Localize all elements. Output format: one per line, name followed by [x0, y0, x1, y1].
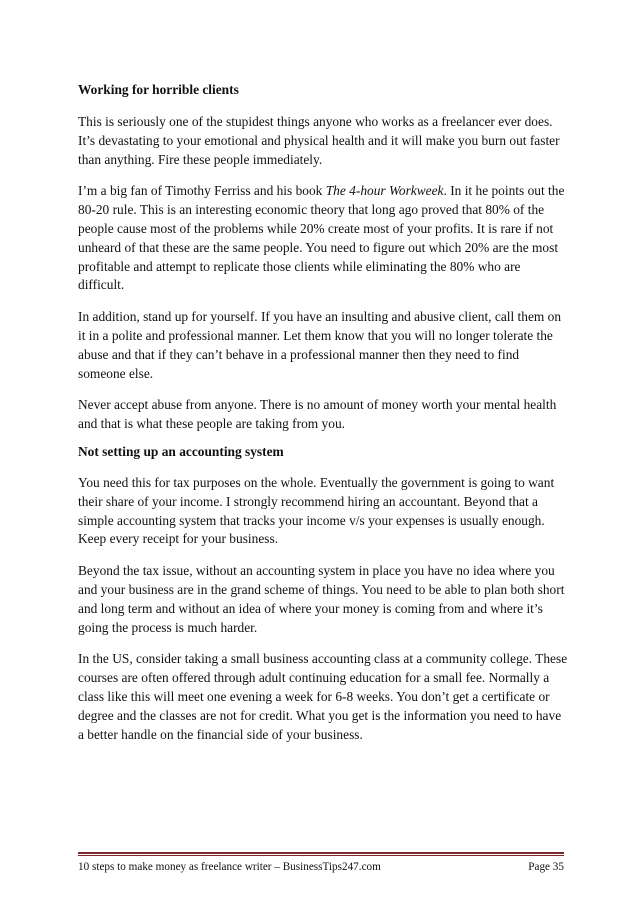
paragraph-text: . In it he points out the 80-20 rule. This is an interesting economic theory that long ago proved that 80% of the people cause most of the problems while 20% create most of your profits. It is rare if not unheard of that these are the same people. You need to figure out which 20% are the most profitable and attempt to replicate those clients while eliminating the 80% who are difficult. — [78, 183, 565, 293]
paragraph: You need this for tax purposes on the whole. Eventually the government is going to want their share of your income. I strongly recommend hiring an accountant. Beyond that a simple accounting system that tracks your income v/s your expenses is usually enough. Keep every receipt for your business. — [78, 474, 555, 547]
paragraph-text: I’m a big fan of Timothy Ferriss and his book — [78, 183, 326, 199]
book-title: The 4-hour Workweek — [325, 183, 444, 199]
paragraph: In addition, stand up for yourself. If you have an insulting and abusive client, call them on it in a polite and professional manner. Let them know that you will no longer tolerate the abuse and that if they can’t behave in a professional manner then they need to find someone else. — [78, 309, 562, 381]
footer-divider — [78, 852, 564, 854]
section-heading-accounting: Not setting up an accounting system — [78, 443, 284, 459]
section-heading-horrible-clients: Working for horrible clients — [78, 82, 239, 97]
paragraph: Beyond the tax issue, without an accounting system in place you have no idea where you and your business are in the grand scheme of things. You need to be able to plan both short and long term and without an idea of where your money is coming from and where it’s going the process is much harder. — [78, 563, 565, 635]
page-body — [78, 81, 568, 757]
paragraph-ferriss — [78, 182, 568, 295]
page-footer — [78, 860, 564, 874]
paragraph: This is seriously one of the stupidest things anyone who works as a freelancer ever does. It’s devastating to your emotional and physical health and it will make you burn out faster than anything. Fire these people immediately. — [78, 114, 560, 167]
page-number: Page 35 — [528, 861, 564, 873]
footer-divider-thin — [78, 855, 564, 856]
paragraph: In the US, consider taking a small business accounting class at a community college. These courses are often offered through adult continuing education for a small fee. Normally a class like this will meet one evening a week for 6-8 weeks. You don’t get a certificate or degree and the classes are not for credit. What you get is the information you need to have a better handle on the financial side of your business. — [78, 651, 568, 742]
paragraph: Never accept abuse from anyone. There is no amount of money worth your mental health and that is what these people are taking from you. — [78, 397, 557, 432]
footer-title: 10 steps to make money as freelance writer – BusinessTips247.com — [78, 861, 381, 873]
